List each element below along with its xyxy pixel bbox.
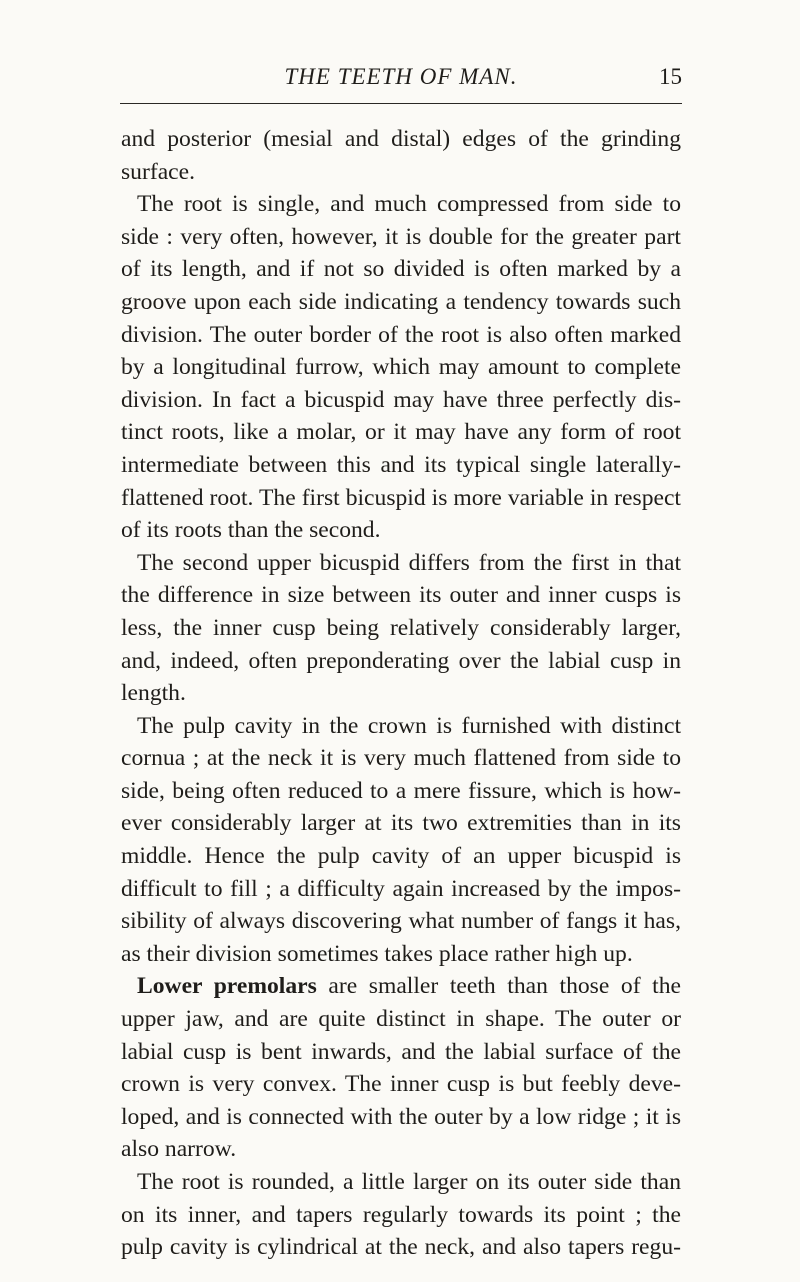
text-line: difficult to fill ; a difficulty again increased by the impos- <box>121 875 681 902</box>
text-line: less, the inner cusp being relatively considerably larger, <box>121 614 681 641</box>
text-line: crown is very convex. The inner cusp is but feebly deve- <box>121 1071 681 1098</box>
text-line: The second upper bicuspid differs from the first in that <box>137 549 681 576</box>
text-line: division. In fact a bicuspid may have three perfectly dis- <box>121 386 681 413</box>
body-text <box>121 123 681 1264</box>
text-line: groove upon each side indicating a tendency towards such <box>121 288 681 315</box>
text-line: on its inner, and tapers regularly towards its point ; the <box>121 1201 681 1228</box>
text-line: as their division sometimes takes place rather high up. <box>121 940 633 967</box>
text-line: tinct roots, like a molar, or it may have any form of root <box>121 419 681 446</box>
text-line: division. The outer border of the root is also often marked <box>121 321 681 348</box>
text-line: side, being often reduced to a mere fissure, which is how- <box>121 777 681 804</box>
text-line: The pulp cavity in the crown is furnished with distinct <box>137 712 681 739</box>
text-line: of its length, and if not so divided is often marked by a <box>121 256 681 283</box>
text-line: the difference in size between its outer and inner cusps is <box>121 582 681 609</box>
text-line: also narrow. <box>121 1136 237 1163</box>
page-number: 15 <box>659 64 682 89</box>
text-line: upper jaw, and are quite distinct in shape. The outer or <box>121 1006 681 1033</box>
text-line: labial cusp is bent inwards, and the labial surface of the <box>121 1038 681 1065</box>
header-rule <box>120 103 682 104</box>
text-line: loped, and is connected with the outer by a low ridge ; it is <box>121 1103 681 1130</box>
text-line: The root is rounded, a little larger on its outer side than <box>137 1169 681 1195</box>
text-line: of its roots than the second. <box>121 517 381 544</box>
text-line: length. <box>121 680 186 707</box>
text-line: and, indeed, often preponderating over the labial cusp in <box>121 647 681 674</box>
text-line: surface. <box>121 158 196 185</box>
bold-heading: Lower premolars <box>137 973 317 1000</box>
running-title: THE TEETH OF MAN. <box>284 64 518 89</box>
text-line: The root is single, and much compressed from side to <box>137 191 681 218</box>
text-line: flattened root. The first bicuspid is more variable in respect <box>121 484 681 511</box>
text-line: pulp cavity is cylindrical at the neck, and also tapers regu- <box>121 1234 681 1261</box>
text-line: and posterior (mesial and distal) edges of the grinding <box>121 126 681 152</box>
text-line: middle. Hence the pulp cavity of an upper bicuspid is <box>121 843 681 870</box>
text-line: sibility of always discovering what number of fangs it has, <box>121 908 681 935</box>
text-line: intermediate between this and its typical single laterally- <box>121 451 681 478</box>
line-text: are smaller teeth than those of the <box>316 973 681 1000</box>
text-line <box>121 970 681 1003</box>
page-header <box>120 60 682 100</box>
text-line: cornua ; at the neck it is very much flattened from side to <box>121 745 681 772</box>
text-line: side : very often, however, it is double for the greater part <box>121 223 681 250</box>
text-line: ever considerably larger at its two extremities than in its <box>121 810 681 837</box>
text-line: by a longitudinal furrow, which may amount to complete <box>121 354 681 381</box>
